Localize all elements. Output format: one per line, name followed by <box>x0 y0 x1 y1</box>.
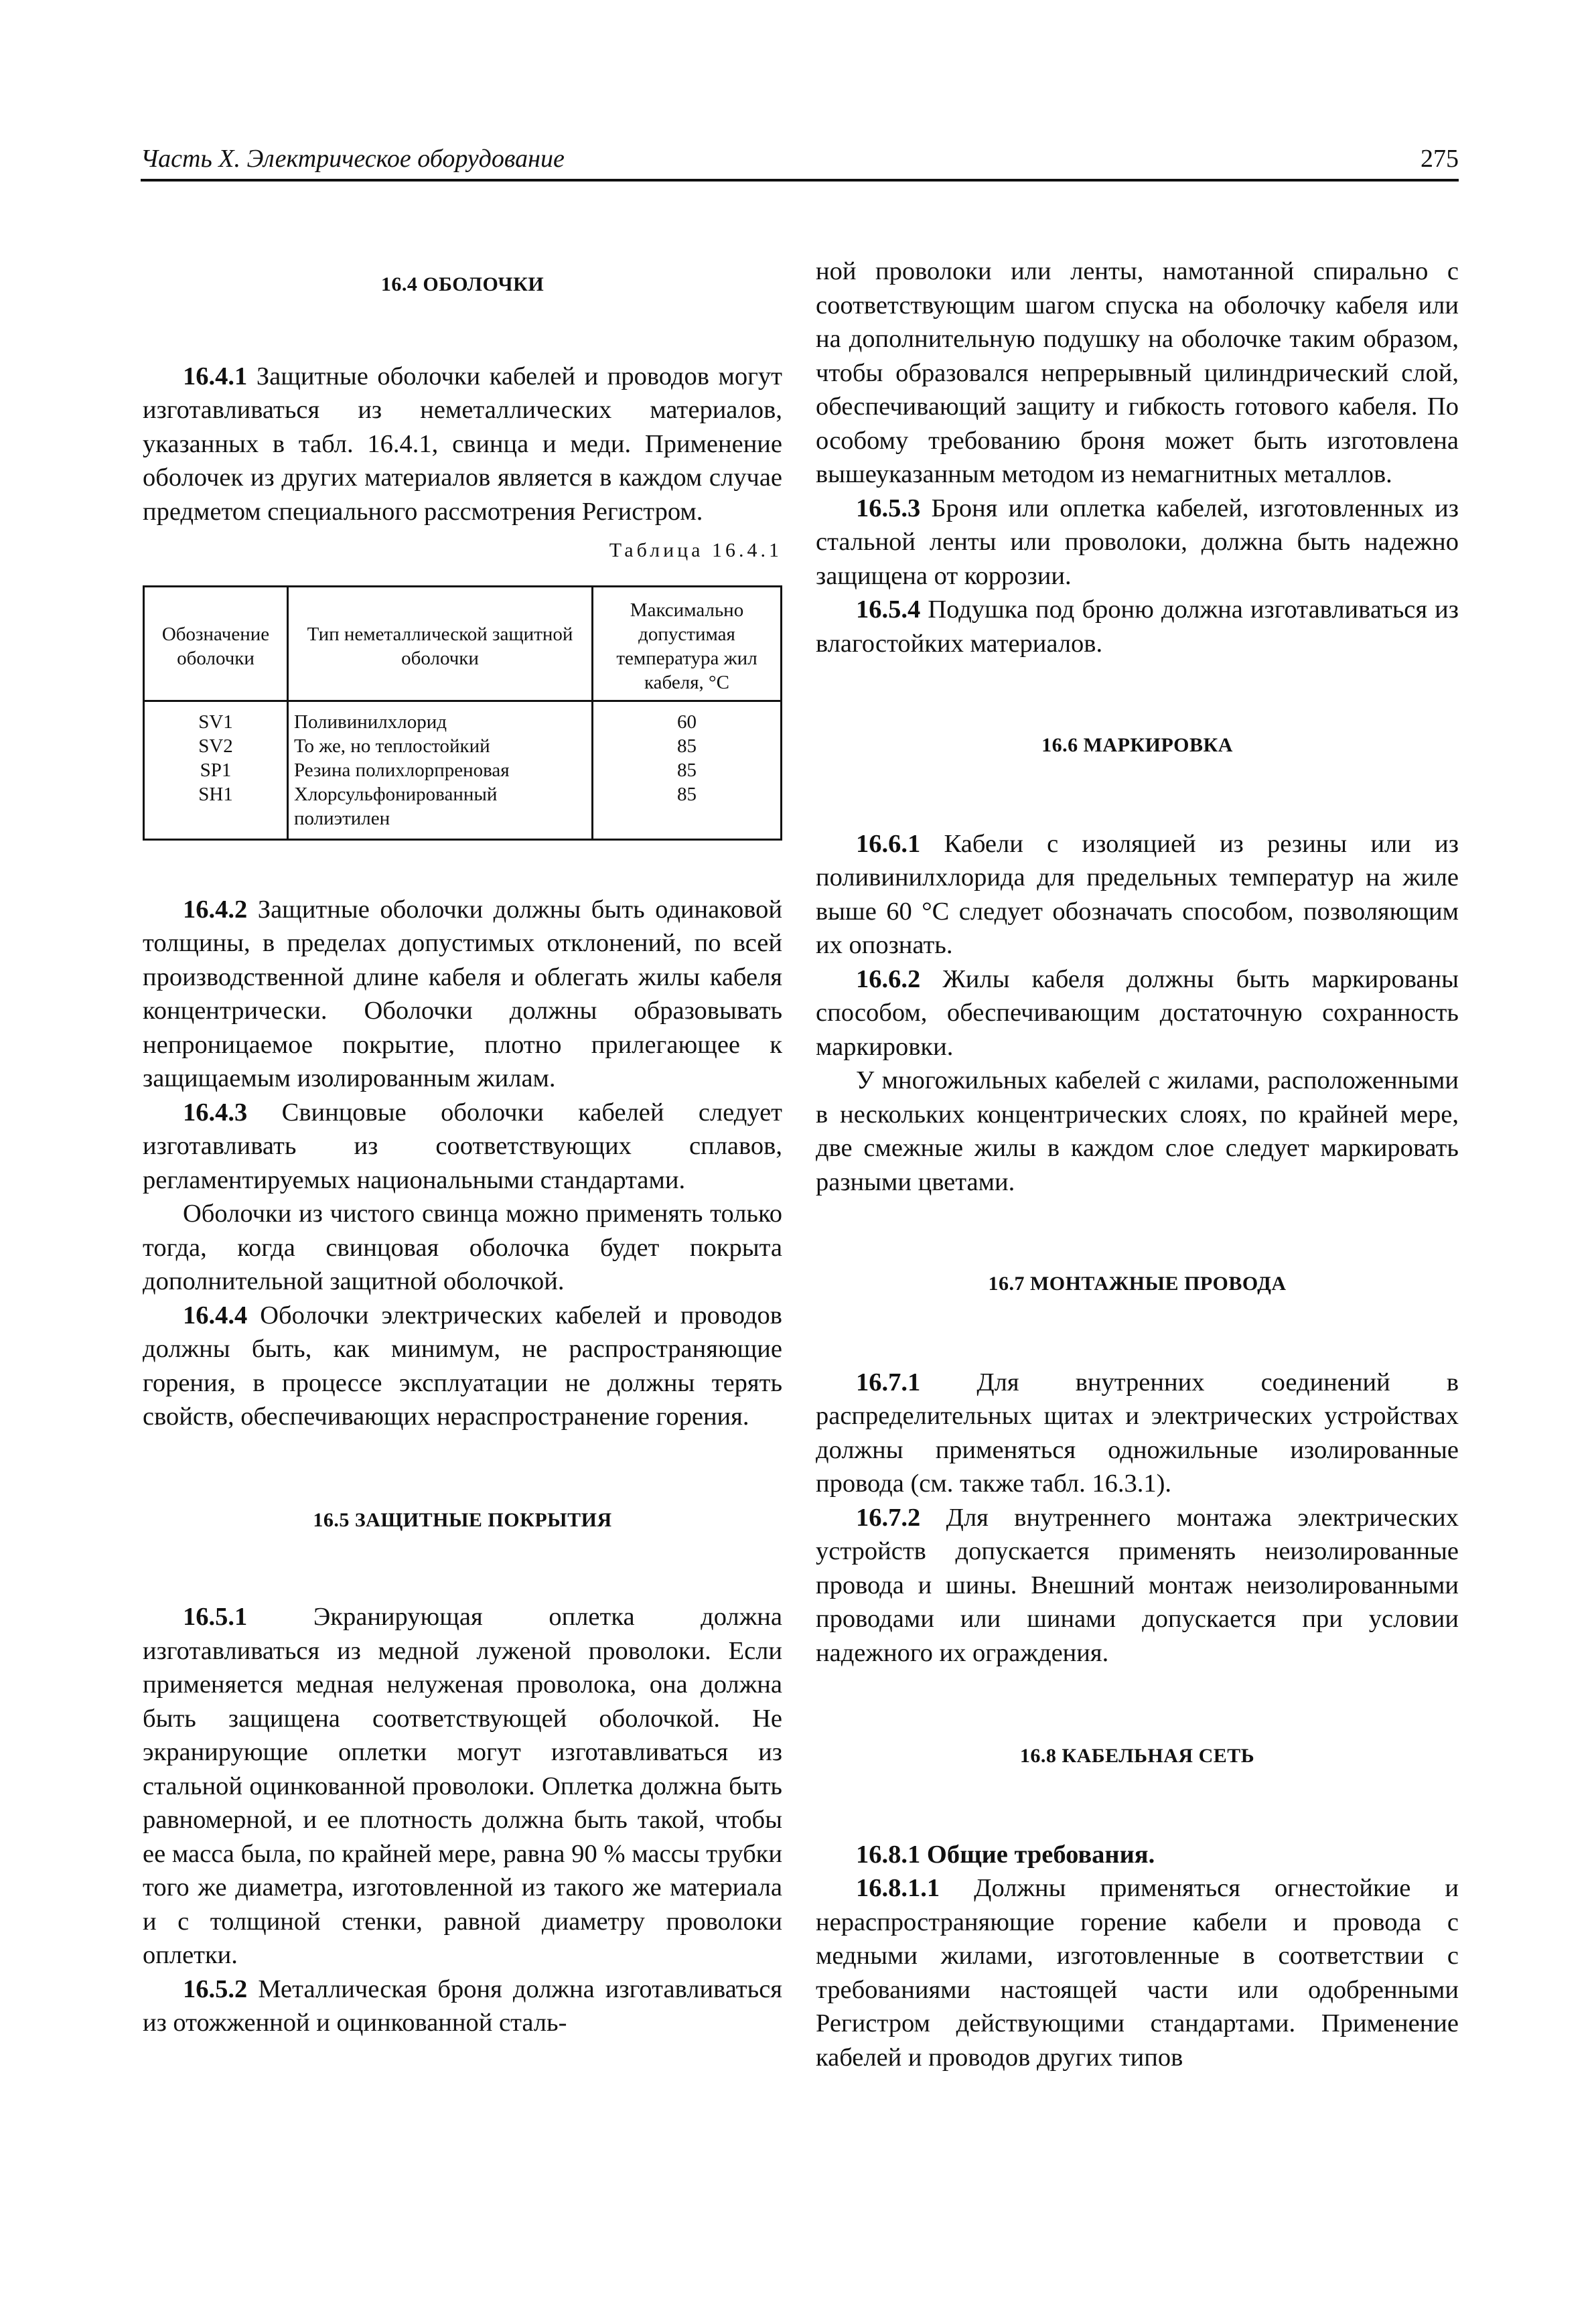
page-header <box>141 144 1459 182</box>
paragraph-16-7-2: 16.7.2 Для внутреннего монтажа электрических устройств допускается применять неизолированные провода и шины. Внешний монтаж неизолированными проводами или шинами допускается при условии надежного их ограждения. <box>816 1503 1459 1667</box>
paragraph-16-4-4: 16.4.4 Оболочки электрических кабелей и проводов должны быть, как минимум, не распространяющие горения, в процессе эксплуатации не должны терять свойств, обеспечивающих нераспространение горения. <box>143 1301 782 1431</box>
section-title-16-5: 16.5 ЗАЩИТНЫЕ ПОКРЫТИЯ <box>313 1508 612 1531</box>
table-header-designation: Обозначение оболочки <box>144 586 288 701</box>
subsection-title-16-8-1: 16.8.1 Общие требования. <box>856 1840 1155 1869</box>
table-row: SV1 Поливинилхлорид 60 <box>144 701 782 734</box>
table-caption: Таблица 16.4.1 <box>609 539 782 561</box>
page-number: 275 <box>1421 145 1459 173</box>
table-header-type: Тип неметаллической защитной оболочки <box>288 586 593 701</box>
table-row: SP1 Резина полихлорпреновая 85 <box>144 758 782 782</box>
running-title: Часть X. Электрическое оборудование <box>141 145 565 173</box>
paragraph-16-5-2: 16.5.2 Металлическая броня должна изготавливаться из отожженной и оцинкованной сталь- <box>143 1974 782 2037</box>
paragraph-16-4-3: 16.4.3 Свинцовые оболочки кабелей следует изготавливать из соответствующих сплавов, регламентируемых национальными стандартами. <box>143 1098 782 1194</box>
section-title-16-7: 16.7 МОНТАЖНЫЕ ПРОВОДА <box>988 1273 1287 1295</box>
table-header-max-temp: Максимально допустимая температура жил кабеля, °С <box>593 586 782 701</box>
paragraph-16-4-3-b: Оболочки из чистого свинца можно применять только тогда, когда свинцовая оболочка будет покрыта дополнительной защитной оболочкой. <box>143 1200 782 1295</box>
paragraph-16-5-3: 16.5.3 Броня или оплетка кабелей, изготовленных из стальной ленты или проволоки, должна быть надежно защищена от коррозии. <box>816 494 1459 590</box>
section-title-16-8: 16.8 КАБЕЛЬНАЯ СЕТЬ <box>1019 1745 1255 1767</box>
sheath-table <box>143 585 782 841</box>
right-column <box>816 255 1459 2074</box>
paragraph-16-6-2: 16.6.2 Жилы кабеля должны быть маркированы способом, обеспечивающим достаточную сохранность маркировки. <box>816 964 1459 1061</box>
paragraph-16-6-2-b: У многожильных кабелей с жилами, расположенными в нескольких концентрических слоях, по крайней мере, две смежные жилы в каждом слое следует маркировать разными цветами. <box>816 1066 1459 1196</box>
table-row: SV2 То же, но теплостойкий 85 <box>144 734 782 758</box>
paragraph-16-7-1: 16.7.1 Для внутренних соединений в распределительных щитах и электрических устройствах должны применяться одножильные изолированные провода (см. также табл. 16.3.1). <box>816 1368 1459 1498</box>
section-title-16-4: 16.4 ОБОЛОЧКИ <box>380 273 545 295</box>
paragraph-16-5-2-continued: ной проволоки или ленты, намотанной спирально с соответствующим шагом спуска на оболочку кабеля или на дополнительную подушку на оболочке таким образом, чтобы образовался непрерывный цилиндрический слой, обеспечивающий защиту и гибкость готового кабеля. По особому требованию броня может быть изготовлена вышеуказанным методом из немагнитных металлов. <box>816 257 1459 488</box>
paragraph-16-5-1: 16.5.1 Экранирующая оплетка должна изготавливаться из медной луженой проволоки. Если применяется медная нелуженая проволока, она должна быть защищена соответствующей оболочкой. Не экранирующие оплетки могут изготавливаться из стальной оцинкованной проволоки. Оплетка должна быть равномерной, и ее плотность должна быть такой, чтобы ее масса была, по крайней мере, равна 90 % массы трубки того же диаметра, изготовленной из такого же материала и с толщиной стенки, равной диаметру проволоки оплетки. <box>143 1603 782 1969</box>
paragraph-16-5-4: 16.5.4 Подушка под броню должна изготавливаться из влагостойких материалов. <box>816 595 1459 658</box>
paragraph-16-4-2: 16.4.2 Защитные оболочки должны быть одинаковой толщины, в пределах допустимых отклонений, по всей производственной длине кабеля и облегать жилы кабеля концентрически. Оболочки должны образовывать непроницаемое покрытие, плотно прилегающее к защищаемым изолированным жилам. <box>143 895 782 1092</box>
paragraph-16-6-1: 16.6.1 Кабели с изоляцией из резины или из поливинилхлорида для предельных температур на жиле выше 60 °С следует обозначать способом, позволяющим их опознать. <box>816 829 1459 959</box>
left-column <box>143 255 782 2040</box>
paragraph-16-8-1-1: 16.8.1.1 Должны применяться огнестойкие и нераспространяющие горение кабели и провода с медными жилами, изготовленные в соответствии с требованиями настоящей части или одобренными Регистром действующими стандартами. Применение кабелей и проводов других типов <box>816 1874 1459 2072</box>
paragraph-16-4-1: 16.4.1 Защитные оболочки кабелей и проводов могут изготавливаться из неметаллических материалов, указанных в табл. 16.4.1, свинца и меди. Применение оболочек из других материалов является в каждом случае предметом специального рассмотрения Регистром. <box>143 362 782 526</box>
table-row: SH1 Хлорсульфонированный полиэтилен 85 <box>144 782 782 840</box>
section-title-16-6: 16.6 МАРКИРОВКА <box>1041 734 1233 756</box>
